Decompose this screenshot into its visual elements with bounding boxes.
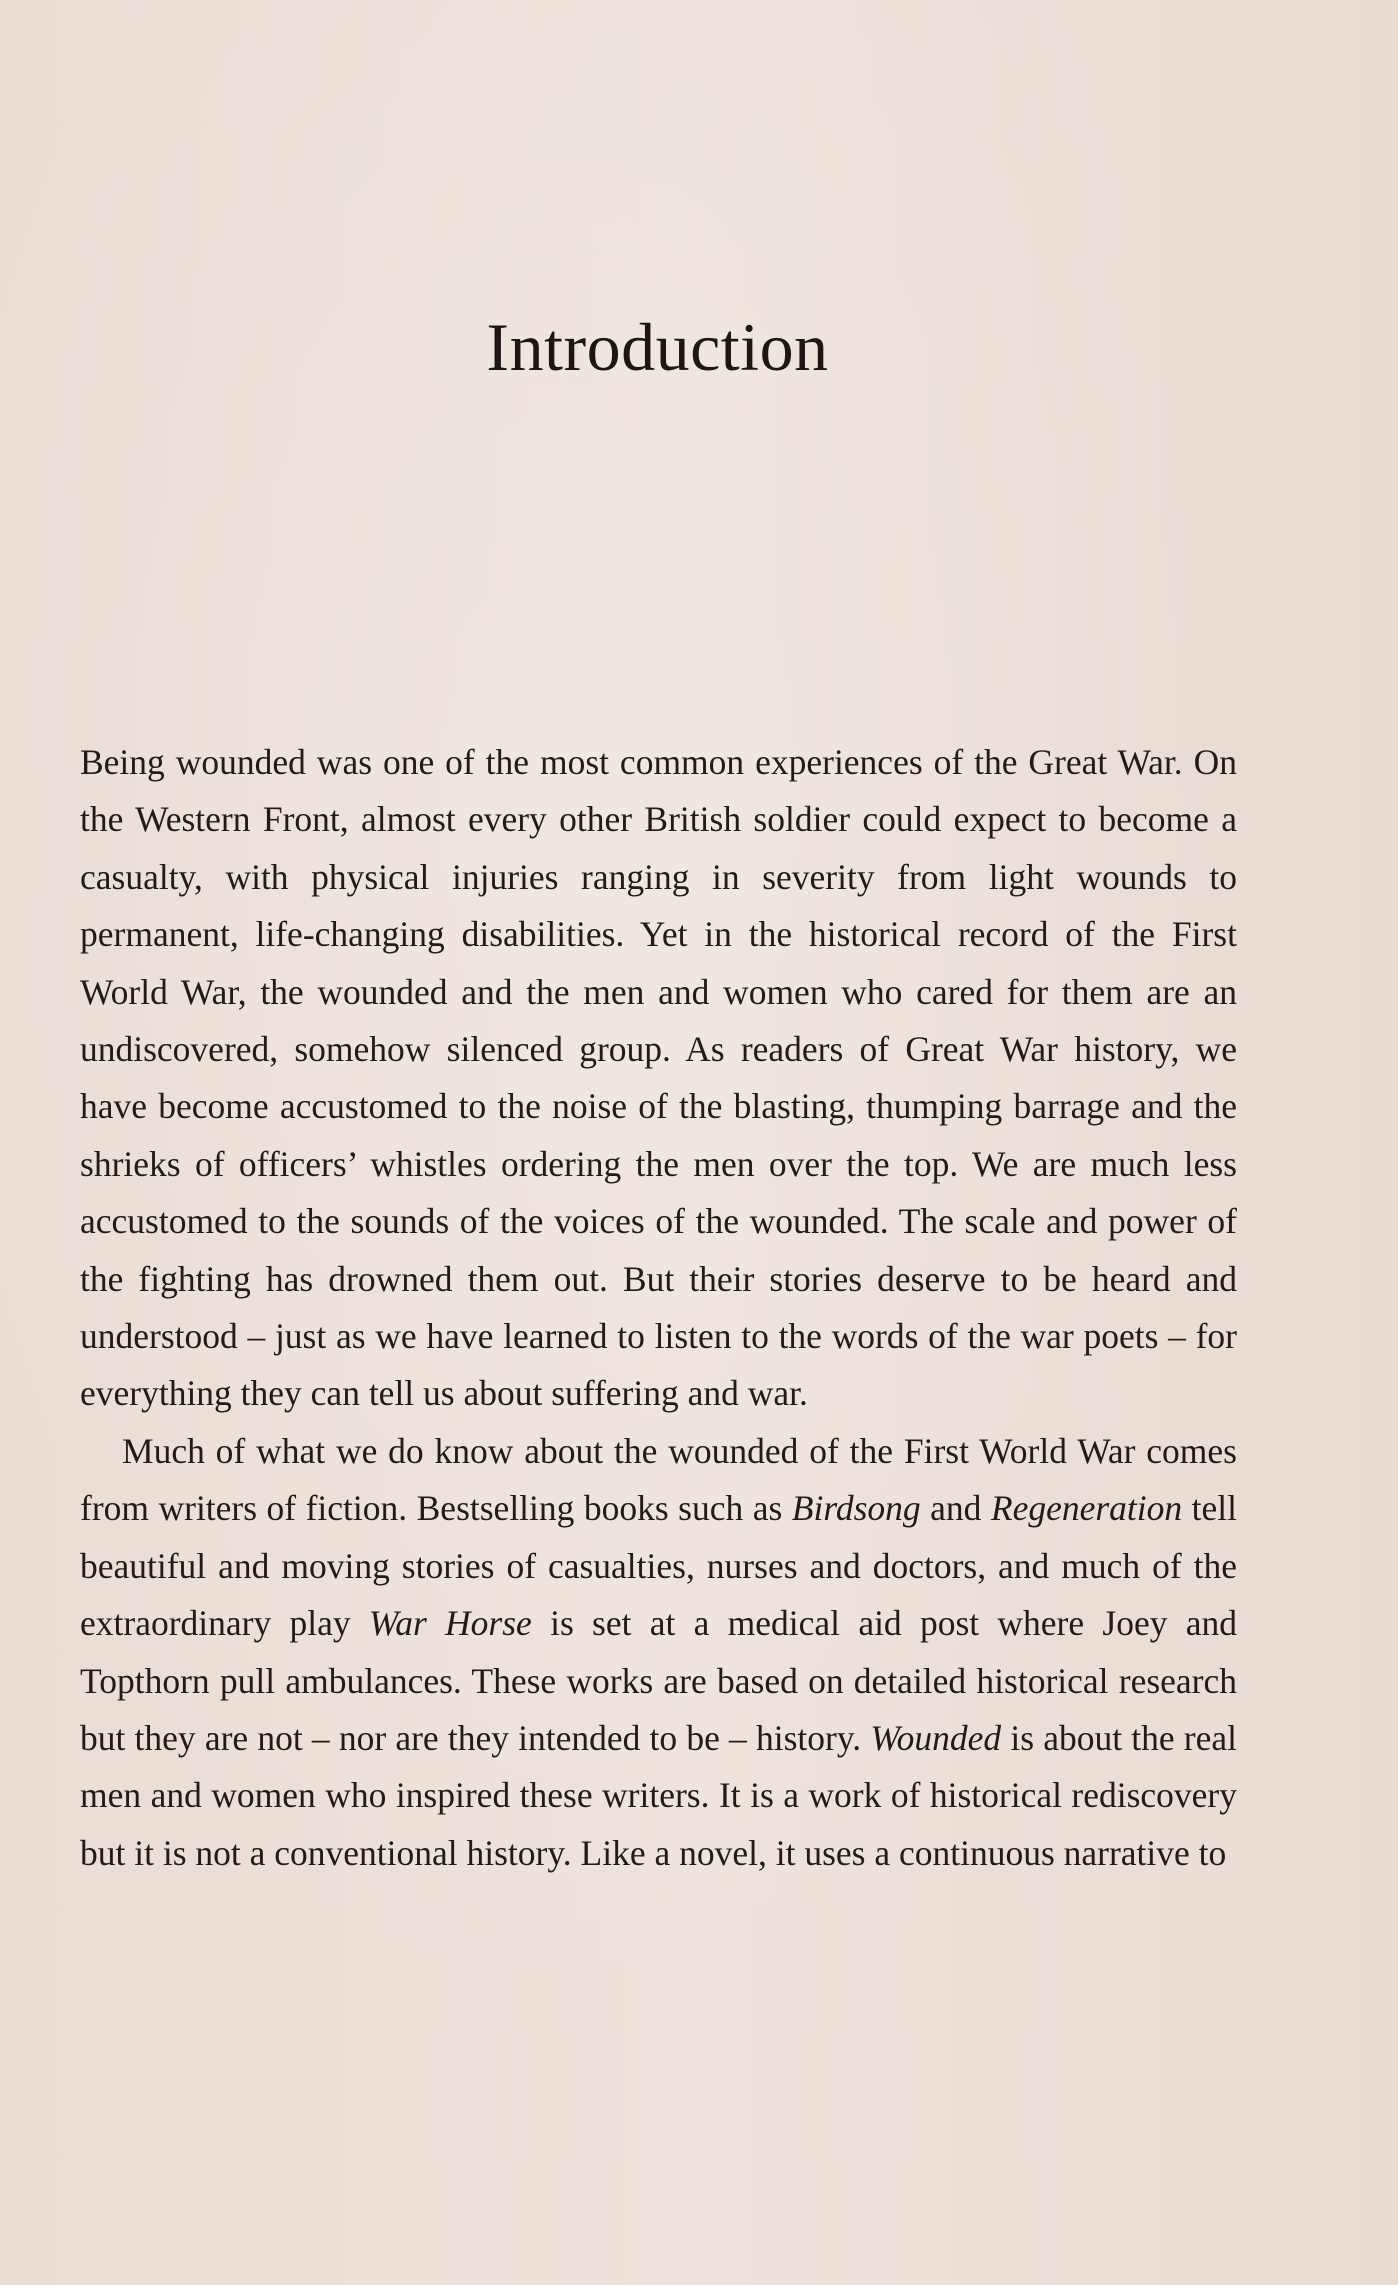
book-title-regeneration: Regeneration — [990, 1488, 1183, 1529]
book-title-wounded: Wounded — [870, 1717, 1002, 1758]
paragraph-text: and — [920, 1488, 991, 1529]
paragraph-text: is about the real men and women who inspired these writers. It is a work of historical rediscovery but it is not a conventional history. Like a novel, it uses a continuous narrative to — [80, 1717, 1238, 1873]
book-title-birdsong: Birdsong — [791, 1488, 921, 1529]
paragraph-text: tell beautiful and moving stories of casualties, nurses and doctors, and much of the extraordinary play — [80, 1488, 1237, 1644]
paragraph-2 — [80, 1423, 1237, 1882]
body-text — [80, 734, 1237, 1882]
paragraph-text: is set at a medical aid post where Joey and Topthorn pull ambulances. These works are based on detailed historical research but they are not – nor are they intended to be – history. — [80, 1603, 1238, 1758]
play-title-war-horse: War Horse — [368, 1603, 532, 1644]
paragraph-1 — [80, 734, 1237, 1423]
paragraph-text: Being wounded was one of the most common experiences of the Great War. On the Western Front, almost every other British soldier could expect to become a casualty, with physical injuries ranging in severity from light wounds to permanent, life-changing disabilities. Yet in the historical record of the First World War, the wounded and the men and women who cared for them are an undiscovered, somehow silenced group. As readers of Great War history, we have become accustomed to the noise of the blasting, thumping barrage and the shrieks of officers’ whistles ordering the men over the top. We are much less accustomed to the sounds of the voices of the wounded. The scale and power of the fighting has drowned them out. But their stories deserve to be heard and understood – just as we have learned to listen to the words of the war poets – for everything they can tell us about suffering and war. — [80, 742, 1237, 1414]
chapter-title: Introduction — [486, 309, 829, 385]
paragraph-text: Much of what we do know about the wounded of the First World War comes from writers of fiction. Bestselling books such as — [80, 1430, 1237, 1529]
